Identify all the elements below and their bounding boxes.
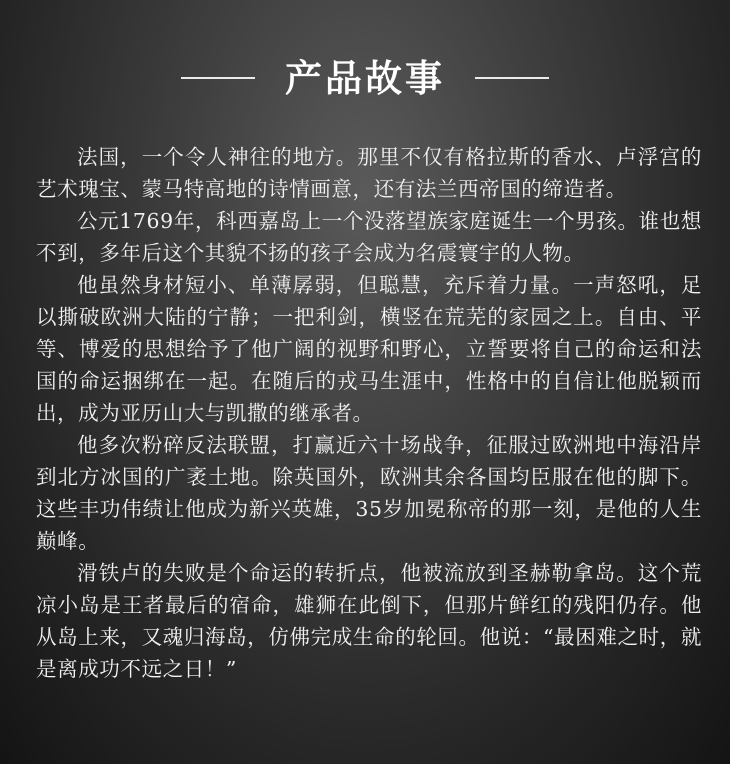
story-paragraph-1: 法国，一个令人神往的地方。那里不仅有格拉斯的香水、卢浮宫的艺术瑰宝、蒙马特高地的诗情画意，还有法兰西帝国的缔造者。 <box>36 145 702 201</box>
section-title: 产品故事 <box>285 56 445 100</box>
left-divider-line <box>181 77 255 79</box>
story-paragraph-3: 他虽然身材短小、单薄孱弱，但聪慧，充斥着力量。一声怒吼，足以撕破欧洲大陆的宁静；一把利剑，横竖在荒芜的家园之上。自由、平等、博爱的思想给予了他广阔的视野和野心，立誓要将自己的命运和法国的命运捆绑在一起。在随后的戎马生涯中，性格中的自信让他脱颖而出，成为亚历山大与凯撒的继承者。 <box>36 273 702 425</box>
story-paragraph-5: 滑铁卢的失败是个命运的转折点，他被流放到圣赫勒拿岛。这个荒凉小岛是王者最后的宿命，雄狮在此倒下，但那片鲜红的残阳仍存。他从岛上来，又魂归海岛，仿佛完成生命的轮回。他说：“最困难之时，就是离成功不远之日！” <box>36 561 702 681</box>
section-header <box>0 52 730 104</box>
story-body <box>36 141 702 685</box>
story-paragraph-4: 他多次粉碎反法联盟，打赢近六十场战争，征服过欧洲地中海沿岸到北方冰国的广袤土地。除英国外，欧洲其余各国均臣服在他的脚下。这些丰功伟绩让他成为新兴英雄，35岁加冕称帝的那一刻，是他的人生巅峰。 <box>36 433 702 553</box>
story-paragraph-2: 公元1769年，科西嘉岛上一个没落望族家庭诞生一个男孩。谁也想不到，多年后这个其貌不扬的孩子会成为名震寰宇的人物。 <box>36 209 702 265</box>
right-divider-line <box>475 77 549 79</box>
